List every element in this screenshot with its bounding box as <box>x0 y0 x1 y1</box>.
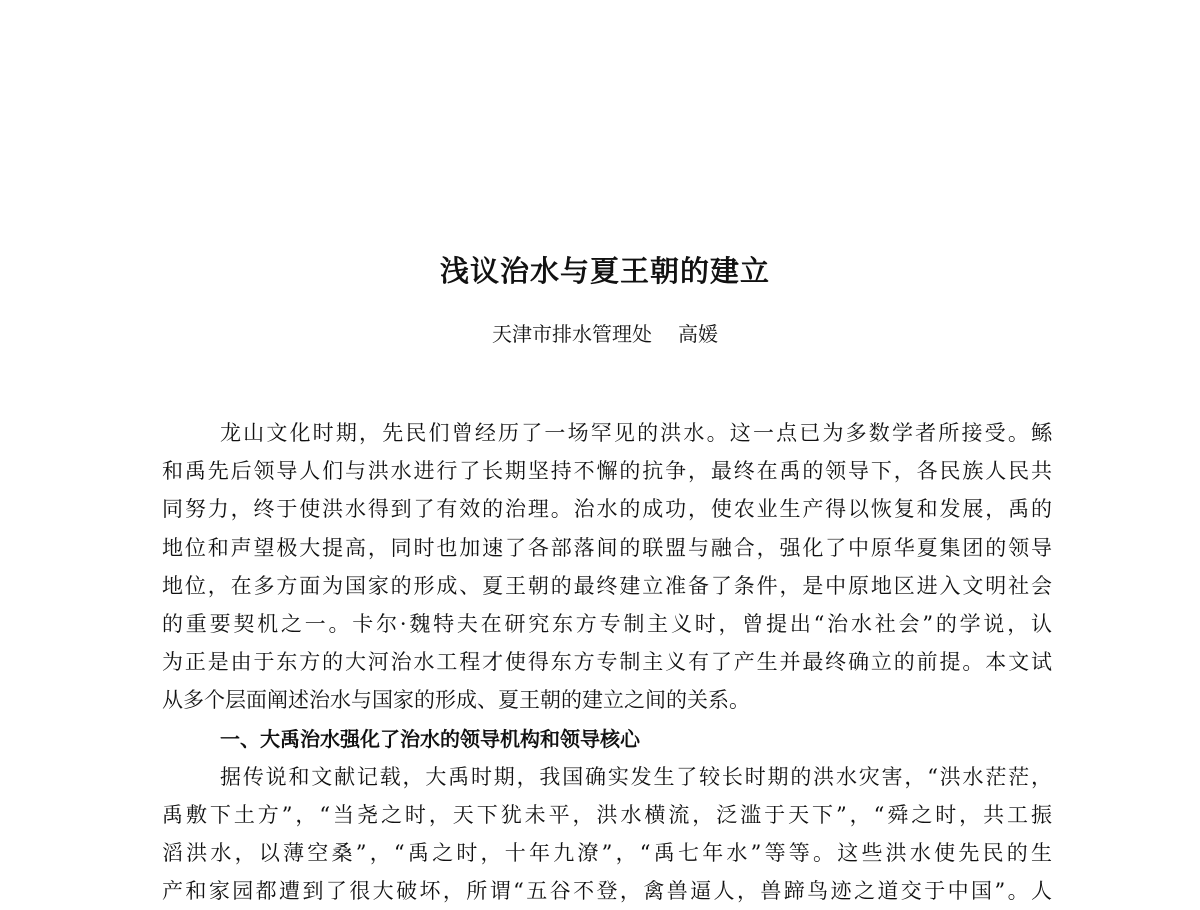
article-title: 浅议治水与夏王朝的建立 <box>439 254 770 288</box>
text-line: 地位，在多方面为国家的形成、夏王朝的最终建立准备了条件，是中原地区进入文明社会 <box>162 573 1052 598</box>
author-byline <box>0 321 1200 347</box>
text-line: 从多个层面阐述治水与国家的形成、夏王朝的建立之间的关系。 <box>162 688 750 713</box>
text-line: 产和家园都遭到了很大破坏，所谓“五谷不登，禽兽逼人，兽蹄鸟迹之道交于中国”。人 <box>162 879 1052 904</box>
author-name: 高媛 <box>678 322 718 346</box>
text-line: 龙山文化时期，先民们曾经历了一场罕见的洪水。这一点已为多数学者所接受。鲧 <box>220 421 1052 445</box>
text-line: 地位和声望极大提高，同时也加速了各部落间的联盟与融合，强化了中原华夏集团的领导 <box>162 535 1052 560</box>
paragraph-intro <box>162 414 1052 720</box>
section-heading: 一、大禹治水强化了治水的领导机构和领导核心 <box>220 726 640 751</box>
text-line: 禹敷下土方”，“当尧之时，天下犹未平，洪水横流，泛滥于天下”，“舜之时，共工振 <box>162 802 1052 827</box>
article-body <box>162 414 1052 910</box>
text-line: 滔洪水，以薄空桑”，“禹之时，十年九潦”，“禹七年水”等等。这些洪水使先民的生 <box>162 841 1052 866</box>
text-line: 和禹先后领导人们与洪水进行了长期坚持不懈的抗争，最终在禹的领导下，各民族人民共 <box>162 459 1052 484</box>
text-line: 同努力，终于使洪水得到了有效的治理。治水的成功，使农业生产得以恢复和发展，禹的 <box>162 497 1052 522</box>
text-line: 为正是由于东方的大河治水工程才使得东方专制主义有了产生并最终确立的前提。本文试 <box>162 650 1052 675</box>
author-affiliation: 天津市排水管理处 <box>492 322 652 346</box>
text-line: 据传说和文献记载，大禹时期，我国确实发生了较长时期的洪水灾害，“洪水茫茫， <box>220 764 1052 789</box>
paragraph-section1 <box>162 758 1052 910</box>
text-line: 的重要契机之一。卡尔·魏特夫在研究东方专制主义时，曾提出“治水社会”的学说，认 <box>162 611 1052 636</box>
